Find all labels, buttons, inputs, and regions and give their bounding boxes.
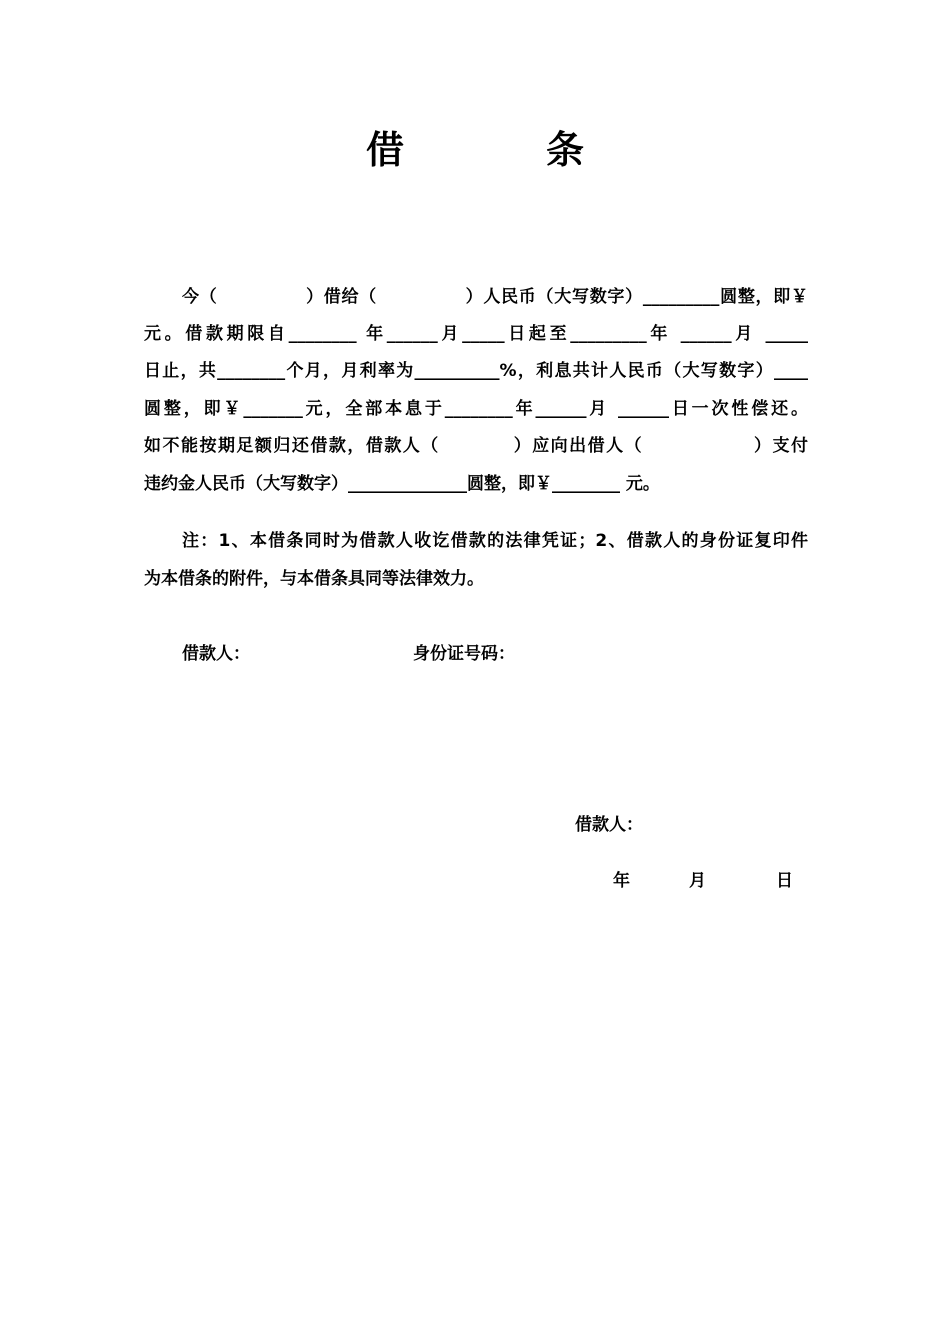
- body-line-5: 如不能按期足额归还借款，借款人（ ）应向出借人（ ）支付: [144, 436, 808, 456]
- loan-note-title: 借 条: [365, 128, 636, 172]
- body-line-2: 元。借款期限自________ 年______月_____日起至_________年 ______月 _____: [144, 324, 808, 344]
- signature-borrower-label: 借款人：: [575, 815, 643, 835]
- signature-year: 年: [613, 871, 630, 891]
- note-line-1: 注：1、本借条同时为借款人收讫借款的法律凭证；2、借款人的身份证复印件: [182, 531, 808, 551]
- body-line-4: 圆整，即￥_______元，全部本息于________年______月 ______日一次性偿还。: [144, 399, 808, 419]
- borrower-label: 借款人：: [182, 644, 250, 664]
- id-number-label: 身份证号码：: [413, 644, 515, 664]
- body-line-1: 今（ ）借给（ ）人民币（大写数字）_________圆整，即￥: [182, 287, 808, 307]
- signature-month: 月: [689, 871, 706, 891]
- body-line-3: 日止，共________个月，月利率为__________%，利息共计人民币（大写数字）____: [144, 361, 808, 381]
- body-line-6: 违约金人民币（大写数字）______________圆整，即￥________ 元。: [144, 474, 660, 494]
- note-line-2: 为本借条的附件，与本借条具同等法律效力。: [144, 569, 484, 589]
- signature-day: 日: [776, 871, 793, 891]
